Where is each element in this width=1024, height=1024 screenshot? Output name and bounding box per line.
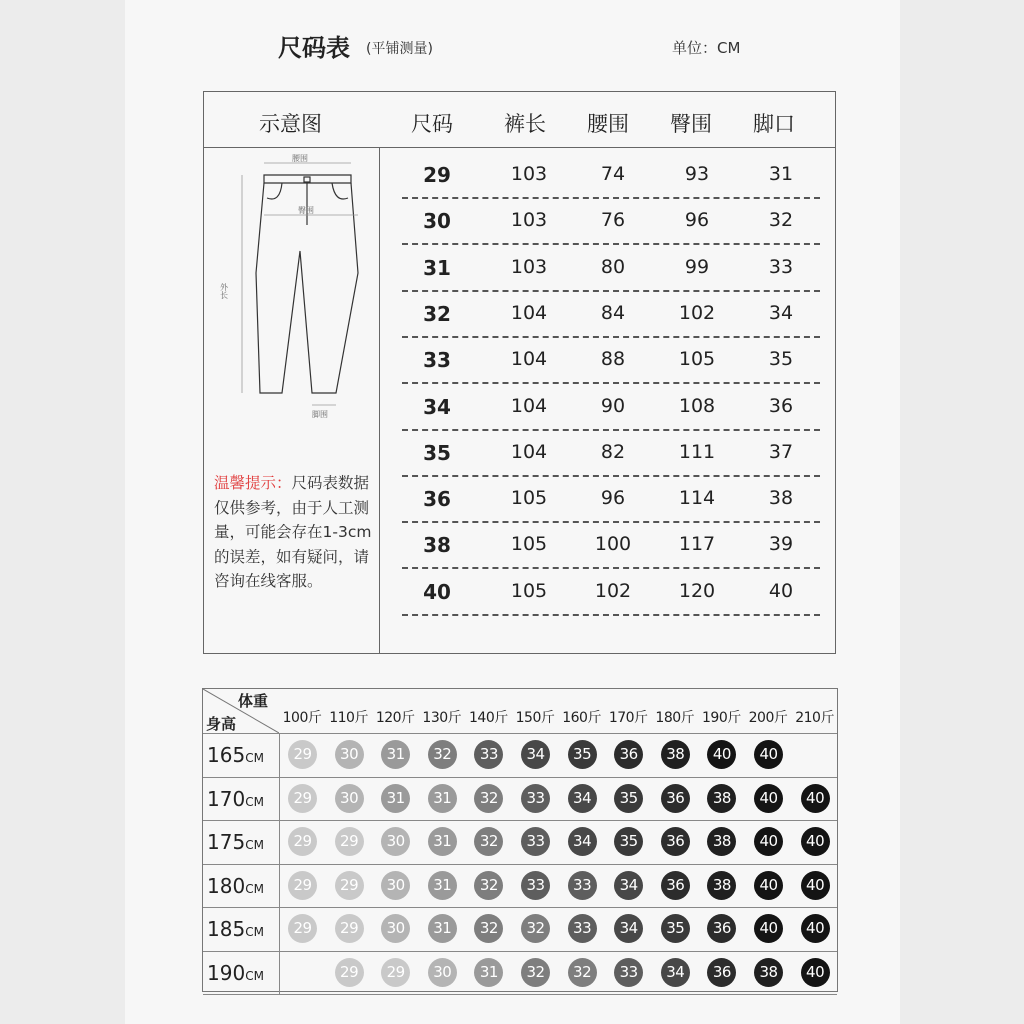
grid-line bbox=[203, 864, 837, 865]
height-unit: CM bbox=[245, 838, 264, 852]
measurement-cell: 74 bbox=[600, 163, 626, 185]
measurement-cell: 111 bbox=[678, 440, 716, 463]
size-badge: 29 bbox=[288, 914, 317, 943]
height-label bbox=[207, 830, 277, 854]
size-badge: 32 bbox=[568, 958, 597, 987]
size-badge: 30 bbox=[428, 958, 457, 987]
grid-line bbox=[203, 907, 837, 908]
measurement-cell: 96 bbox=[600, 487, 626, 510]
weight-header: 180斤 bbox=[655, 710, 695, 726]
table-row bbox=[402, 383, 820, 431]
header-size: 尺码 bbox=[411, 112, 453, 136]
measurement-cell: 99 bbox=[684, 255, 710, 278]
size-badge: 32 bbox=[521, 914, 550, 943]
measurement-cell: 102 bbox=[594, 579, 632, 602]
size-badge: 30 bbox=[381, 914, 410, 943]
measurement-cell: 103 bbox=[510, 255, 548, 278]
size-badge: 34 bbox=[521, 740, 550, 769]
height-value: 180 bbox=[207, 873, 246, 898]
weight-header: 120斤 bbox=[375, 710, 415, 726]
measurement-cell: 80 bbox=[600, 255, 626, 278]
measurement-cell: 37 bbox=[768, 440, 794, 463]
grid-corner bbox=[203, 689, 279, 733]
size-badge: 29 bbox=[288, 784, 317, 813]
measurement-cell: 82 bbox=[600, 440, 626, 463]
size-badge: 33 bbox=[568, 871, 597, 900]
weight-header: 200斤 bbox=[748, 710, 788, 726]
size-badge: 33 bbox=[614, 958, 643, 987]
size-cell: 34 bbox=[423, 394, 451, 419]
size-badge: 29 bbox=[335, 871, 364, 900]
table-row bbox=[402, 151, 820, 199]
size-badge: 33 bbox=[521, 784, 550, 813]
label-waist: 腰围 bbox=[292, 154, 308, 163]
height-value: 175 bbox=[207, 830, 246, 854]
tip-text: 尺码表数据仅供参考，由于人工测量，可能会存在1-3cm的误差，如有疑问，请咨询在线客服。 bbox=[214, 474, 372, 590]
size-badge: 33 bbox=[521, 827, 550, 856]
size-cell: 33 bbox=[423, 348, 451, 373]
weight-header: 150斤 bbox=[515, 710, 555, 726]
measurement-cell: 105 bbox=[510, 533, 548, 556]
size-badge: 30 bbox=[335, 784, 364, 813]
weight-header: 100斤 bbox=[282, 710, 322, 726]
size-badge: 29 bbox=[335, 827, 364, 856]
table-row bbox=[402, 429, 820, 477]
page-subtitle: (平铺测量) bbox=[366, 41, 433, 57]
size-badge: 31 bbox=[428, 827, 457, 856]
size-badge: 31 bbox=[428, 871, 457, 900]
size-cell: 36 bbox=[423, 487, 451, 512]
size-badge: 32 bbox=[428, 740, 457, 769]
measurement-cell: 103 bbox=[510, 209, 548, 232]
measurement-cell: 104 bbox=[510, 348, 548, 371]
height-label bbox=[207, 917, 277, 941]
size-table bbox=[203, 91, 836, 654]
measurement-cell: 96 bbox=[684, 209, 710, 232]
table-row bbox=[402, 290, 820, 338]
label-outseam: 外长 bbox=[219, 283, 229, 299]
table-row bbox=[402, 475, 820, 523]
measurement-cell: 114 bbox=[678, 487, 716, 510]
header-diagram: 示意图 bbox=[259, 112, 322, 136]
weight-header: 130斤 bbox=[422, 710, 462, 726]
size-badge: 35 bbox=[568, 740, 597, 769]
size-badge: 34 bbox=[614, 871, 643, 900]
header-hip: 臀围 bbox=[670, 112, 712, 136]
measurement-cell: 33 bbox=[768, 255, 794, 278]
size-badge: 30 bbox=[381, 827, 410, 856]
header-length: 裤长 bbox=[504, 112, 546, 136]
size-badge: 36 bbox=[707, 914, 736, 943]
measurement-cell: 39 bbox=[768, 533, 794, 556]
height-unit: CM bbox=[245, 794, 264, 809]
weight-header: 140斤 bbox=[469, 710, 508, 726]
size-cell: 31 bbox=[423, 255, 451, 280]
size-badge: 36 bbox=[707, 958, 736, 987]
pants-diagram bbox=[212, 153, 372, 465]
size-badge: 31 bbox=[428, 914, 457, 943]
size-badge: 34 bbox=[614, 914, 643, 943]
unit-label: 单位：CM bbox=[672, 39, 741, 57]
size-badge: 30 bbox=[335, 740, 364, 769]
measurement-cell: 100 bbox=[594, 533, 632, 556]
measurement-cell: 40 bbox=[768, 579, 794, 602]
diagram-panel bbox=[204, 147, 380, 654]
label-hem: 脚围 bbox=[312, 410, 328, 419]
measurement-cell: 102 bbox=[678, 301, 716, 324]
size-badge: 33 bbox=[521, 871, 550, 900]
size-badge: 36 bbox=[661, 784, 690, 813]
measurement-cell: 31 bbox=[768, 163, 794, 185]
height-label bbox=[207, 961, 277, 985]
header-hem: 脚口 bbox=[753, 112, 795, 136]
size-badge: 40 bbox=[754, 871, 783, 900]
measurement-cell: 105 bbox=[510, 487, 548, 510]
height-label bbox=[207, 743, 277, 767]
measurement-cell: 105 bbox=[678, 348, 716, 371]
weight-header: 110斤 bbox=[329, 710, 368, 726]
table-row bbox=[402, 336, 820, 384]
height-unit: CM bbox=[245, 881, 264, 896]
size-badge: 34 bbox=[568, 784, 597, 813]
size-badge: 38 bbox=[661, 740, 690, 769]
size-badge: 32 bbox=[521, 958, 550, 987]
size-cell: 38 bbox=[423, 533, 451, 558]
tip-label: 温馨提示： bbox=[214, 474, 292, 492]
size-badge: 29 bbox=[335, 914, 364, 943]
measurement-cell: 38 bbox=[768, 487, 794, 510]
height-unit: CM bbox=[245, 968, 264, 983]
measurement-cell: 104 bbox=[510, 301, 548, 324]
size-badge: 35 bbox=[614, 784, 643, 813]
measurement-cell: 88 bbox=[600, 348, 626, 371]
measurement-cell: 103 bbox=[510, 163, 548, 185]
grid-line bbox=[203, 994, 837, 995]
height-value: 165 bbox=[207, 743, 246, 767]
size-badge: 35 bbox=[661, 914, 690, 943]
table-row bbox=[402, 568, 820, 616]
grid-line bbox=[203, 951, 837, 952]
size-badge: 29 bbox=[288, 740, 317, 769]
size-badge: 33 bbox=[474, 740, 503, 769]
size-badge: 40 bbox=[801, 958, 830, 987]
table-row bbox=[402, 197, 820, 245]
size-badge: 34 bbox=[661, 958, 690, 987]
size-badge: 40 bbox=[801, 871, 830, 900]
size-badge: 40 bbox=[754, 914, 783, 943]
measurement-cell: 84 bbox=[600, 301, 626, 324]
grid-line bbox=[279, 733, 280, 994]
grid-line bbox=[203, 820, 837, 821]
measurement-cell: 120 bbox=[678, 579, 716, 602]
measurement-cell: 36 bbox=[768, 394, 794, 417]
weight-header: 160斤 bbox=[562, 710, 601, 726]
size-badge: 38 bbox=[707, 784, 736, 813]
grid-line bbox=[203, 733, 837, 734]
size-badge: 36 bbox=[661, 827, 690, 856]
size-badge: 29 bbox=[381, 958, 410, 987]
measurement-cell: 108 bbox=[678, 394, 716, 417]
size-badge: 34 bbox=[568, 827, 597, 856]
weight-header: 190斤 bbox=[702, 710, 741, 726]
header-waist: 腰围 bbox=[587, 112, 629, 136]
size-badge: 33 bbox=[568, 914, 597, 943]
height-value: 190 bbox=[207, 960, 246, 985]
measurement-cell: 117 bbox=[678, 533, 716, 556]
measurement-cell: 35 bbox=[768, 348, 794, 371]
measurement-cell: 104 bbox=[510, 394, 548, 417]
corner-height-label: 身高 bbox=[206, 715, 237, 733]
size-cell: 40 bbox=[423, 579, 451, 604]
measurement-cell: 76 bbox=[600, 209, 626, 232]
size-badge: 36 bbox=[661, 871, 690, 900]
measurement-cell: 90 bbox=[600, 394, 626, 417]
size-badge: 32 bbox=[474, 827, 503, 856]
size-badge: 31 bbox=[474, 958, 503, 987]
height-value: 185 bbox=[207, 917, 246, 941]
size-badge: 40 bbox=[754, 784, 783, 813]
size-badge: 32 bbox=[474, 914, 503, 943]
size-badge: 32 bbox=[474, 784, 503, 813]
size-badge: 31 bbox=[428, 784, 457, 813]
size-badge: 40 bbox=[707, 740, 736, 769]
size-badge: 32 bbox=[474, 871, 503, 900]
tip-note bbox=[214, 471, 374, 594]
height-label bbox=[207, 874, 277, 898]
size-cell: 35 bbox=[423, 440, 451, 465]
size-badge: 40 bbox=[801, 784, 830, 813]
size-badge: 36 bbox=[614, 740, 643, 769]
size-badge: 40 bbox=[754, 827, 783, 856]
fit-grid bbox=[202, 688, 838, 992]
height-value: 170 bbox=[207, 786, 246, 811]
size-badge: 29 bbox=[335, 958, 364, 987]
measurement-cell: 93 bbox=[684, 163, 710, 185]
size-badge: 29 bbox=[288, 871, 317, 900]
size-badge: 29 bbox=[288, 827, 317, 856]
size-badge: 38 bbox=[707, 827, 736, 856]
measurement-cell: 105 bbox=[510, 579, 548, 602]
weight-header: 170斤 bbox=[608, 710, 648, 726]
measurement-cell: 34 bbox=[768, 301, 794, 324]
size-badge: 38 bbox=[754, 958, 783, 987]
weight-header: 210斤 bbox=[795, 710, 834, 726]
measurement-cell: 32 bbox=[768, 209, 794, 232]
size-badge: 40 bbox=[801, 827, 830, 856]
table-row bbox=[402, 244, 820, 292]
measurement-cell: 104 bbox=[510, 440, 548, 463]
table-row bbox=[402, 521, 820, 569]
size-badge: 40 bbox=[754, 740, 783, 769]
size-badge: 40 bbox=[801, 914, 830, 943]
page-title: 尺码表 bbox=[278, 34, 350, 62]
size-badge: 31 bbox=[381, 740, 410, 769]
size-badge: 30 bbox=[381, 871, 410, 900]
corner-weight-label: 体重 bbox=[238, 692, 269, 710]
size-badge: 35 bbox=[614, 827, 643, 856]
size-badge: 38 bbox=[707, 871, 736, 900]
height-unit: CM bbox=[245, 751, 264, 765]
size-badge: 31 bbox=[381, 784, 410, 813]
height-unit: CM bbox=[245, 925, 264, 939]
size-table-header bbox=[204, 92, 835, 148]
size-cell: 30 bbox=[423, 209, 451, 234]
label-hip: 臀围 bbox=[298, 206, 314, 215]
size-cell: 32 bbox=[423, 301, 451, 326]
grid-line bbox=[203, 777, 837, 778]
size-cell: 29 bbox=[423, 163, 451, 187]
height-label bbox=[207, 787, 277, 811]
